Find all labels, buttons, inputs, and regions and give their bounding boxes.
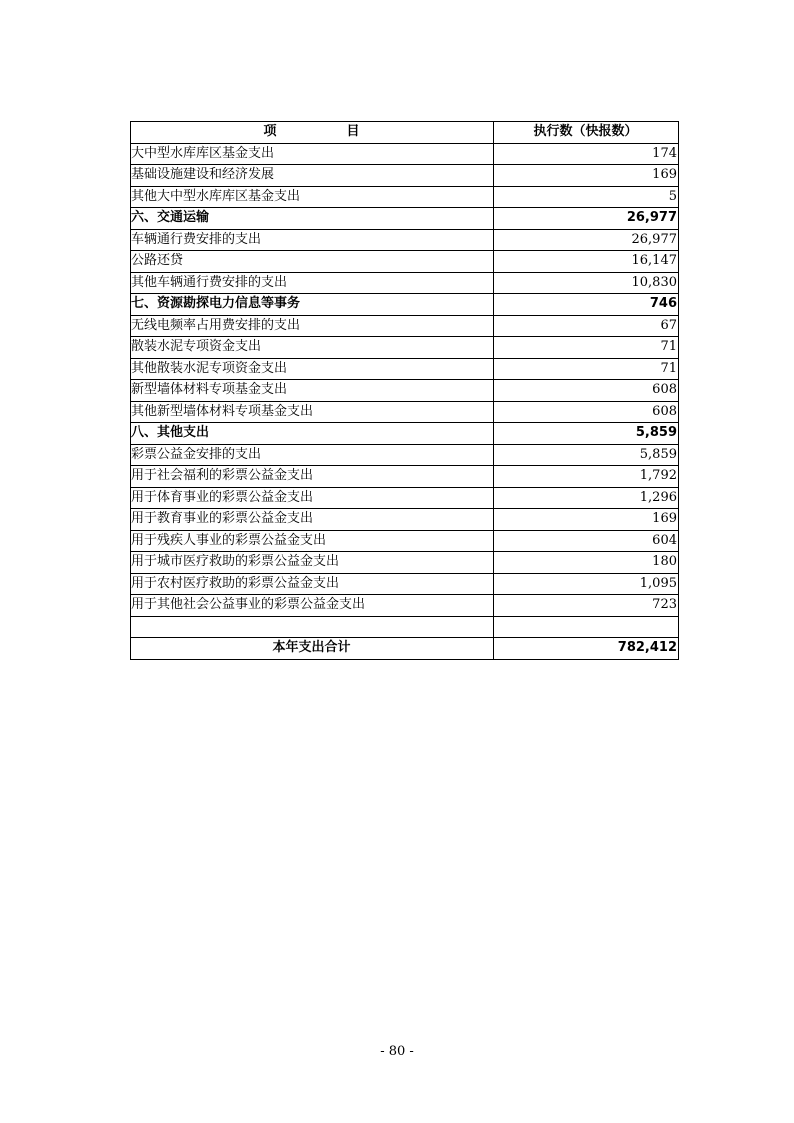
- item-value: 169: [494, 509, 679, 531]
- table-row: [131, 616, 679, 638]
- column-header-item-part2: 目: [346, 124, 360, 140]
- item-value: 1,095: [494, 573, 679, 595]
- table-row: [131, 487, 679, 509]
- item-value: 71: [494, 358, 679, 380]
- item-label: 用于残疾人事业的彩票公益金支出: [131, 530, 494, 552]
- item-label: 用于农村医疗救助的彩票公益金支出: [131, 573, 494, 595]
- item-value: 169: [494, 165, 679, 187]
- item-value: 174: [494, 143, 679, 165]
- item-value: 26,977: [494, 229, 679, 251]
- category-row: [131, 208, 679, 230]
- item-label: 其他新型墙体材料专项基金支出: [131, 401, 494, 423]
- table-row: [131, 315, 679, 337]
- item-label: 无线电频率占用费安排的支出: [131, 315, 494, 337]
- table-row: [131, 272, 679, 294]
- table-row: [131, 552, 679, 574]
- item-value: 180: [494, 552, 679, 574]
- category-row: [131, 423, 679, 445]
- table-header-row: [131, 122, 679, 144]
- table-row: [131, 186, 679, 208]
- expenditure-table: [130, 121, 679, 660]
- item-label: 用于其他社会公益事业的彩票公益金支出: [131, 595, 494, 617]
- item-value: [494, 616, 679, 638]
- category-label: 六、交通运输: [131, 208, 494, 230]
- item-value: 608: [494, 401, 679, 423]
- item-label: 用于城市医疗救助的彩票公益金支出: [131, 552, 494, 574]
- category-value: 746: [494, 294, 679, 316]
- table-row: [131, 143, 679, 165]
- table-row: [131, 509, 679, 531]
- table-body: [131, 143, 679, 659]
- item-label: [131, 616, 494, 638]
- item-value: 1,296: [494, 487, 679, 509]
- table-row: [131, 444, 679, 466]
- item-value: 67: [494, 315, 679, 337]
- table-row: [131, 466, 679, 488]
- table-row: [131, 358, 679, 380]
- table-row: [131, 401, 679, 423]
- item-value: 16,147: [494, 251, 679, 273]
- item-label: 用于社会福利的彩票公益金支出: [131, 466, 494, 488]
- item-label: 彩票公益金安排的支出: [131, 444, 494, 466]
- item-label: 基础设施建设和经济发展: [131, 165, 494, 187]
- total-value: 782,412: [494, 638, 679, 660]
- category-value: 5,859: [494, 423, 679, 445]
- item-value: 10,830: [494, 272, 679, 294]
- total-row: [131, 638, 679, 660]
- page-number: - 80 -: [380, 1044, 414, 1059]
- column-header-item: [131, 122, 494, 144]
- item-value: 1,792: [494, 466, 679, 488]
- item-label: 公路还贷: [131, 251, 494, 273]
- item-label: 散装水泥专项资金支出: [131, 337, 494, 359]
- table-row: [131, 229, 679, 251]
- item-value: 71: [494, 337, 679, 359]
- column-header-amount: 执行数（快报数）: [494, 122, 679, 144]
- table-row: [131, 251, 679, 273]
- item-value: 608: [494, 380, 679, 402]
- category-label: 八、其他支出: [131, 423, 494, 445]
- item-label: 新型墙体材料专项基金支出: [131, 380, 494, 402]
- category-label: 七、资源勘探电力信息等事务: [131, 294, 494, 316]
- item-value: 723: [494, 595, 679, 617]
- item-label: 其他车辆通行费安排的支出: [131, 272, 494, 294]
- item-value: 5: [494, 186, 679, 208]
- item-value: 5,859: [494, 444, 679, 466]
- table-row: [131, 337, 679, 359]
- table-row: [131, 165, 679, 187]
- item-label: 车辆通行费安排的支出: [131, 229, 494, 251]
- table-row: [131, 573, 679, 595]
- category-value: 26,977: [494, 208, 679, 230]
- table-row: [131, 595, 679, 617]
- item-label: 其他散装水泥专项资金支出: [131, 358, 494, 380]
- item-value: 604: [494, 530, 679, 552]
- table-row: [131, 530, 679, 552]
- item-label: 用于体育事业的彩票公益金支出: [131, 487, 494, 509]
- item-label: 其他大中型水库库区基金支出: [131, 186, 494, 208]
- category-row: [131, 294, 679, 316]
- table-row: [131, 380, 679, 402]
- column-header-item-part1: 项: [263, 124, 277, 140]
- item-label: 用于教育事业的彩票公益金支出: [131, 509, 494, 531]
- item-label: 大中型水库库区基金支出: [131, 143, 494, 165]
- total-label: 本年支出合计: [131, 638, 494, 660]
